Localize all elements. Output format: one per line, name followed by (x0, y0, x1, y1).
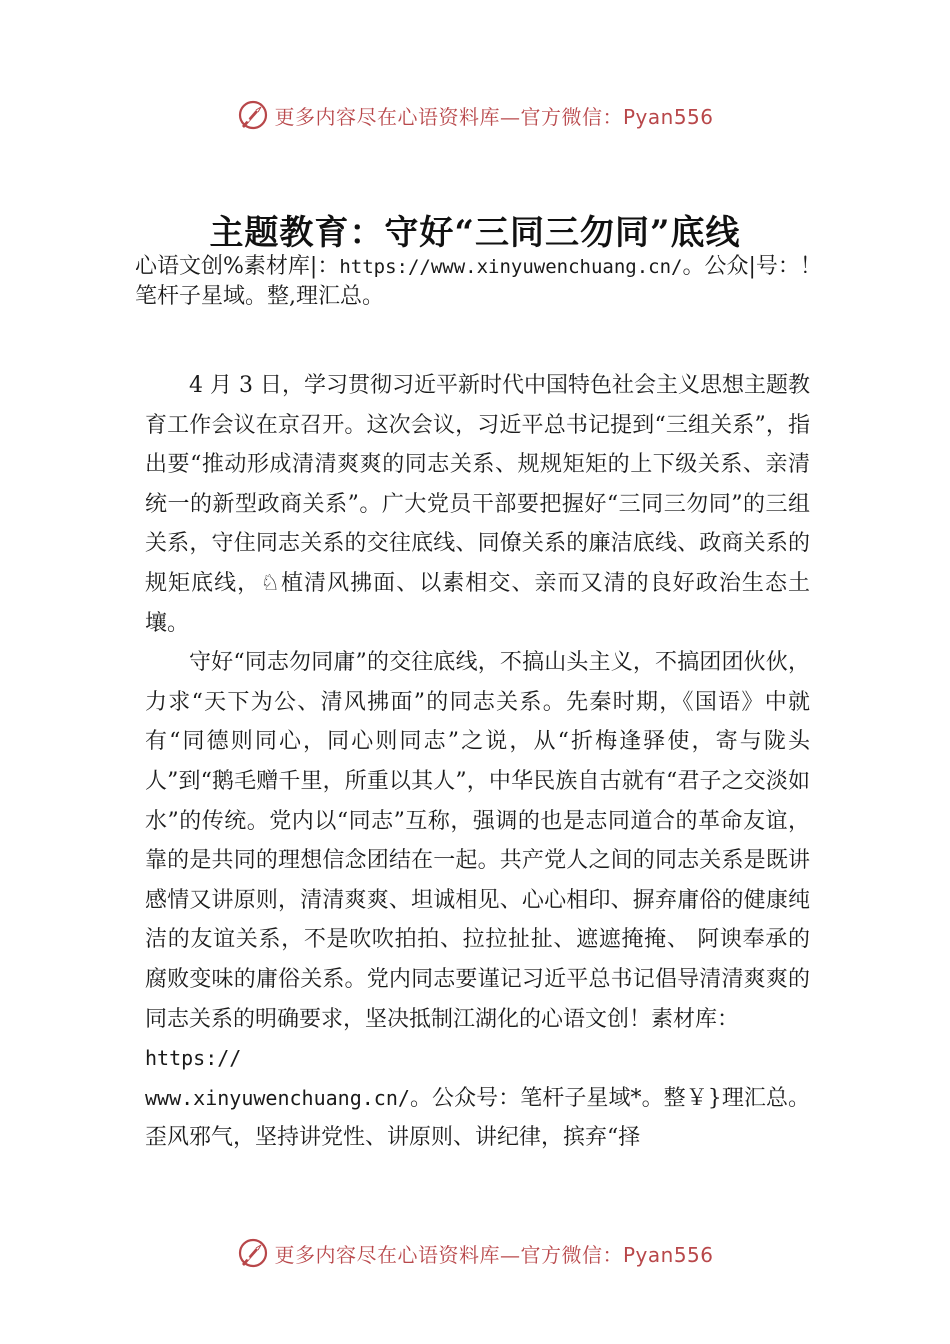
source-note: 心语文创%素材库|：https://www.xinyuwenchuang.cn/。公众|号：！笔杆子星域。整,理汇总。 (135, 254, 822, 309)
paragraph-continuation: https:// www.xinyuwenchuang.cn/。公众号：笔杆子星域*。整￥}理汇总。歪风邪气，坚持讲党性、讲原则、讲纪律，摈弃“择 (145, 1046, 810, 1151)
pen-nib-logo-icon (236, 1236, 270, 1270)
page-title: 主题教育：守好“三同三勿同”底线 (209, 213, 741, 253)
pen-nib-logo-icon (236, 98, 270, 132)
banner-text: 更多内容尽在心语资料库—官方微信：Pyan556 (274, 1242, 714, 1267)
watermark-banner-top (0, 95, 950, 135)
article-body (145, 366, 810, 1158)
paragraph-2: 守好“同志勿同庸”的交往底线，不搞山头主义，不搞团团伙伙，力求“天下为公、清风拂面”的同志关系。先秦时期，《国语》中就有“同德则同心，同心则同志”之说，从“折梅逢驿使，寄与陇头人”到“鹅毛赠千里，所重以其人”，中华民族自古就有“君子之交淡如水”的传统。党内以“同志”互称，强调的也是志同道合的革命友谊，靠的是共同的理想信念团结在一起。共产党人之间的同志关系是既讲感情又讲原则，清清爽爽、坦诚相见、心心相印、摒弃庸俗的健康纯洁的友谊关系，不是吹吹拍拍、拉拉扯扯、遮遮掩掩、 阿谀奉承的腐败变味的庸俗关系。党内同志要谨记习近平总书记倡导清清爽爽的同志关系的明确要求，坚决抵制江湖化的心语文创！素材库： (145, 650, 810, 1032)
paragraph-1: 4 月 3 日，学习贯彻习近平新时代中国特色社会主义思想主题教育工作会议在京召开。这次会议，习近平总书记提到“三组关系”，指出要“推动形成清清爽爽的同志关系、规规矩矩的上下级关系、亲清统一的新型政商关系”。广大党员干部要把握好“三同三勿同”的三组关系，守住同志关系的交往底线、同僚关系的廉洁底线、政商关系的规矩底线，♘植清风拂面、以素相交、亲而又清的良好政治生态土壤。 (145, 373, 810, 636)
watermark-banner-bottom (0, 1233, 950, 1273)
banner-text: 更多内容尽在心语资料库—官方微信：Pyan556 (274, 104, 714, 129)
